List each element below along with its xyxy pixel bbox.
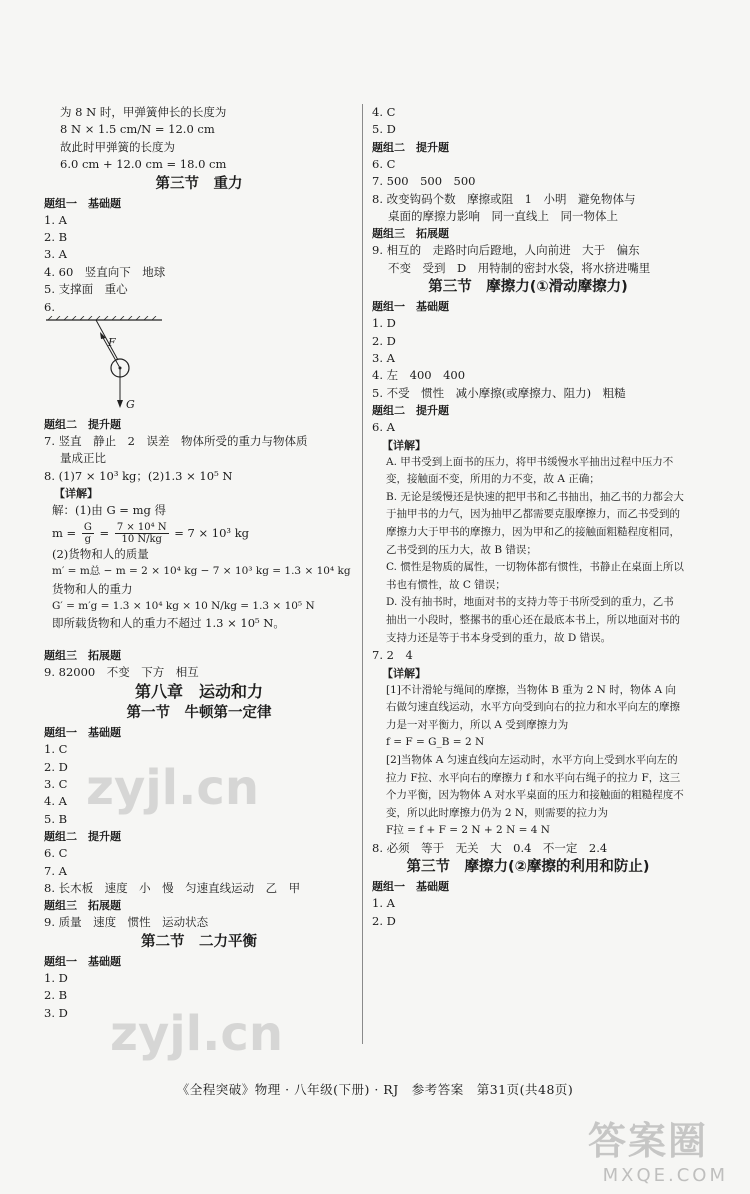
answer-list bbox=[372, 104, 684, 139]
calc-line: 8 N × 1.5 cm/N = 12.0 cm bbox=[60, 122, 215, 137]
answer-item: 1. D bbox=[44, 970, 68, 985]
answer-item: 3. D bbox=[44, 1005, 68, 1020]
answer-item: 6. bbox=[44, 299, 55, 314]
detail-label: 【详解】 bbox=[382, 438, 426, 452]
answer-list bbox=[44, 212, 354, 316]
answer-item-cont: 量成正比 bbox=[60, 451, 106, 466]
answer-item: 3. A bbox=[44, 247, 67, 262]
answer-list bbox=[44, 914, 354, 931]
detail-paragraph: F拉 = f + F = 2 N + 2 N = 4 N bbox=[386, 824, 550, 837]
answer-list bbox=[372, 315, 684, 402]
detail-paragraph: [1]不计滑轮与绳间的摩擦，当物体 B 重为 2 N 时，物体 A 向右做匀速直线运动，水平方向受到向右的拉力和水平向左的摩擦力是一对平衡力，所以 A 受到摩擦力为 bbox=[386, 683, 680, 731]
watermark: zyjl.cn bbox=[110, 1006, 283, 1062]
answer-item: 2. B bbox=[44, 230, 68, 245]
answer-item: 2. B bbox=[44, 988, 68, 1003]
brand-url: MXQE.COM bbox=[602, 1165, 728, 1186]
answer-item-cont: 桌面的摩擦力影响 同一直线上 同一物体上 bbox=[388, 209, 618, 224]
section-title: 第一节 牛顿第一定律 bbox=[126, 705, 272, 722]
group-title: 题组一 基础题 bbox=[44, 196, 121, 210]
answer-item-cont: 不变 受到 D 用特制的密封水袋，将水挤进嘴里 bbox=[388, 260, 651, 275]
group-title: 题组三 拓展题 bbox=[44, 899, 121, 913]
detail-paragraph: D. 没有抽书时，地面对书的支持力等于书所受到的重力，乙书抽出一小段时，整摞书的重心还在最底本书上，所以地面对书的支持力还是等于书本身受到的重力，故 D 错误。 bbox=[386, 596, 680, 644]
answer-item: 6. C bbox=[44, 846, 68, 861]
answer-item: 5. 不受 惯性 减小摩擦(或摩擦力、阻力) 粗糙 bbox=[372, 385, 626, 400]
force-label-F: F bbox=[108, 336, 116, 350]
detail-fraction-line: m = $\frac{G}{g}$ = $\frac{\text{7 × 10⁴ N}}{10 N/kg}$ = 7 × 10³ kg bbox=[52, 522, 250, 546]
section-title: 第三节 摩擦力(①滑动摩擦力) bbox=[428, 279, 628, 296]
brand-logo bbox=[588, 1110, 728, 1188]
detail-label: 【详解】 bbox=[382, 666, 426, 680]
calc-line: 为 8 N 时，甲弹簧伸长的长度为 bbox=[60, 105, 227, 119]
answer-item: 6. A bbox=[372, 420, 395, 435]
answer-item: 8. 改变钩码个数 摩擦或阻 1 小明 避免物体与 bbox=[372, 191, 636, 206]
detail-line: m′ = m总 − m = 2 × 10⁴ kg − 7 × 10³ kg = 1.3 × 10⁴ kg bbox=[52, 565, 351, 578]
detail-paragraph: f = F = G_B = 2 N bbox=[386, 736, 485, 749]
gravity-diagram bbox=[44, 316, 354, 416]
right-column bbox=[372, 104, 684, 930]
detail-paragraphs bbox=[372, 682, 684, 840]
spring-calc-lines bbox=[44, 104, 354, 174]
answer-item: 2. D bbox=[44, 759, 68, 774]
answer-item: 7. A bbox=[44, 863, 67, 878]
group-title: 题组二 提升题 bbox=[44, 418, 121, 432]
chapter-title: 第八章 运动和力 bbox=[134, 682, 263, 702]
force-label-G: G bbox=[126, 398, 135, 412]
detail-paragraph: B. 无论是缓慢还是快速的把甲书和乙书抽出，抽乙书的力都会大于抽甲书的力气，因为抽甲乙都需要克服摩擦力，而乙书受到的摩擦力大于甲书的摩擦力，因为甲和乙的接触面粗糙程度相同，乙书受到的压力大，故 B 错误； bbox=[386, 490, 684, 556]
answer-list bbox=[372, 895, 684, 930]
answer-item: 7. 500 500 500 bbox=[372, 174, 476, 189]
answer-item: 8. (1)7 × 10³ kg；(2)1.3 × 10⁵ N bbox=[44, 468, 233, 483]
answer-item: 4. 左 400 400 bbox=[372, 368, 466, 383]
answer-item: 1. C bbox=[44, 742, 68, 757]
group-title: 题组二 提升题 bbox=[44, 830, 121, 844]
left-column bbox=[44, 104, 354, 1022]
answer-item: 9. 相互的 走路时向后蹬地，人向前进 大于 偏东 bbox=[372, 243, 640, 258]
fraction: $\frac{\text{7 × 10⁴ N}}{10 N/kg}$ bbox=[116, 522, 167, 546]
group-title: 题组一 基础题 bbox=[372, 880, 449, 894]
answer-item: 8. 必须 等于 无关 大 0.4 不一定 2.4 bbox=[372, 840, 608, 855]
answer-item: 2. D bbox=[372, 913, 396, 928]
group-title: 题组一 基础题 bbox=[44, 954, 121, 968]
group-title: 题组一 基础题 bbox=[44, 726, 121, 740]
detail-paragraph: C. 惯性是物质的属性，一切物体都有惯性，书静止在桌面上所以书也有惯性，故 C 错误； bbox=[386, 561, 684, 591]
group-title: 题组一 基础题 bbox=[372, 300, 449, 314]
hanging-ball-figure bbox=[44, 316, 194, 416]
detail-paragraph: A. 甲书受到上面书的压力，将甲书缓慢水平抽出过程中压力不变，接触面不变，所用的力不变，故 A 正确； bbox=[386, 455, 674, 486]
fraction: $\frac{G}{g}$ bbox=[83, 522, 92, 546]
answer-item: 9. 82000 不变 下方 相互 bbox=[44, 664, 199, 679]
answer-item: 7. 竖直 静止 2 误差 物体所受的重力与物体质 bbox=[44, 434, 308, 449]
group-title: 题组三 拓展题 bbox=[44, 648, 121, 662]
detail-line: 即所载货物和人的重力不超过 1.3 × 10⁵ N。 bbox=[52, 616, 285, 631]
watermark: zyjl.cn bbox=[86, 760, 259, 816]
section-title: 第三节 摩擦力(②摩擦的利用和防止) bbox=[406, 859, 650, 876]
detail-paragraph: [2]当物体 A 匀速直线向左运动时，水平方向上受到水平向左的拉力 F拉、水平向右的摩擦力 f 和水平向右绳子的拉力 F，这三个力平衡，因为物体 A 对水平桌面的压力和接触面的粗糙程度不变，所以此时摩擦力仍为 2 N，则需要的拉力为 bbox=[386, 754, 684, 819]
answer-item: 6. C bbox=[372, 156, 396, 171]
section-title-gravity: 第三节 重力 bbox=[155, 175, 243, 192]
answer-item: 5. 支撑面 重心 bbox=[44, 282, 128, 297]
answer-item: 4. 60 竖直向下 地球 bbox=[44, 264, 166, 279]
detail-line: 货物和人的重力 bbox=[52, 581, 133, 596]
answer-item: 1. A bbox=[44, 212, 67, 227]
answer-item: 5. D bbox=[372, 122, 396, 137]
group-title: 题组三 拓展题 bbox=[372, 227, 449, 241]
detail-line: G′ = m′g = 1.3 × 10⁴ kg × 10 N/kg = 1.3 × 10⁵ N bbox=[52, 599, 315, 612]
group-title: 题组二 提升题 bbox=[372, 140, 449, 154]
answer-list bbox=[44, 845, 354, 897]
answer-item: 1. D bbox=[372, 316, 396, 331]
answer-item: 7. 2 4 bbox=[372, 648, 413, 663]
brand-text: 答案圈 bbox=[588, 1119, 709, 1163]
detail-line: (2)货物和人的质量 bbox=[52, 546, 149, 561]
detail-line: 解：(1)由 G = mg 得 bbox=[52, 503, 166, 518]
calc-line: 故此时甲弹簧的长度为 bbox=[60, 139, 175, 154]
answer-item: 8. 长木板 速度 小 慢 匀速直线运动 乙 甲 bbox=[44, 880, 301, 895]
answer-item: 4. C bbox=[372, 105, 396, 119]
answer-item: 2. D bbox=[372, 333, 396, 348]
answer-item: 9. 质量 速度 惯性 运动状态 bbox=[44, 915, 209, 930]
column-divider bbox=[362, 104, 363, 1044]
answer-item: 5. B bbox=[44, 811, 68, 826]
detail-label: 【详解】 bbox=[54, 487, 98, 501]
calc-line: 6.0 cm + 12.0 cm = 18.0 cm bbox=[60, 157, 227, 172]
answer-item: 3. C bbox=[44, 776, 68, 791]
detail-paragraphs bbox=[372, 454, 684, 648]
answer-item: 1. A bbox=[372, 896, 395, 911]
section-title: 第二节 二力平衡 bbox=[141, 933, 257, 950]
answer-item: 4. A bbox=[44, 794, 67, 809]
group-title: 题组二 提升题 bbox=[372, 404, 449, 418]
page-footer: 《全程突破》物理 · 八年级(下册) · RJ 参考答案 第31页(共48页) bbox=[176, 1082, 574, 1097]
answer-item: 3. A bbox=[372, 351, 395, 366]
answer-list bbox=[372, 156, 684, 191]
